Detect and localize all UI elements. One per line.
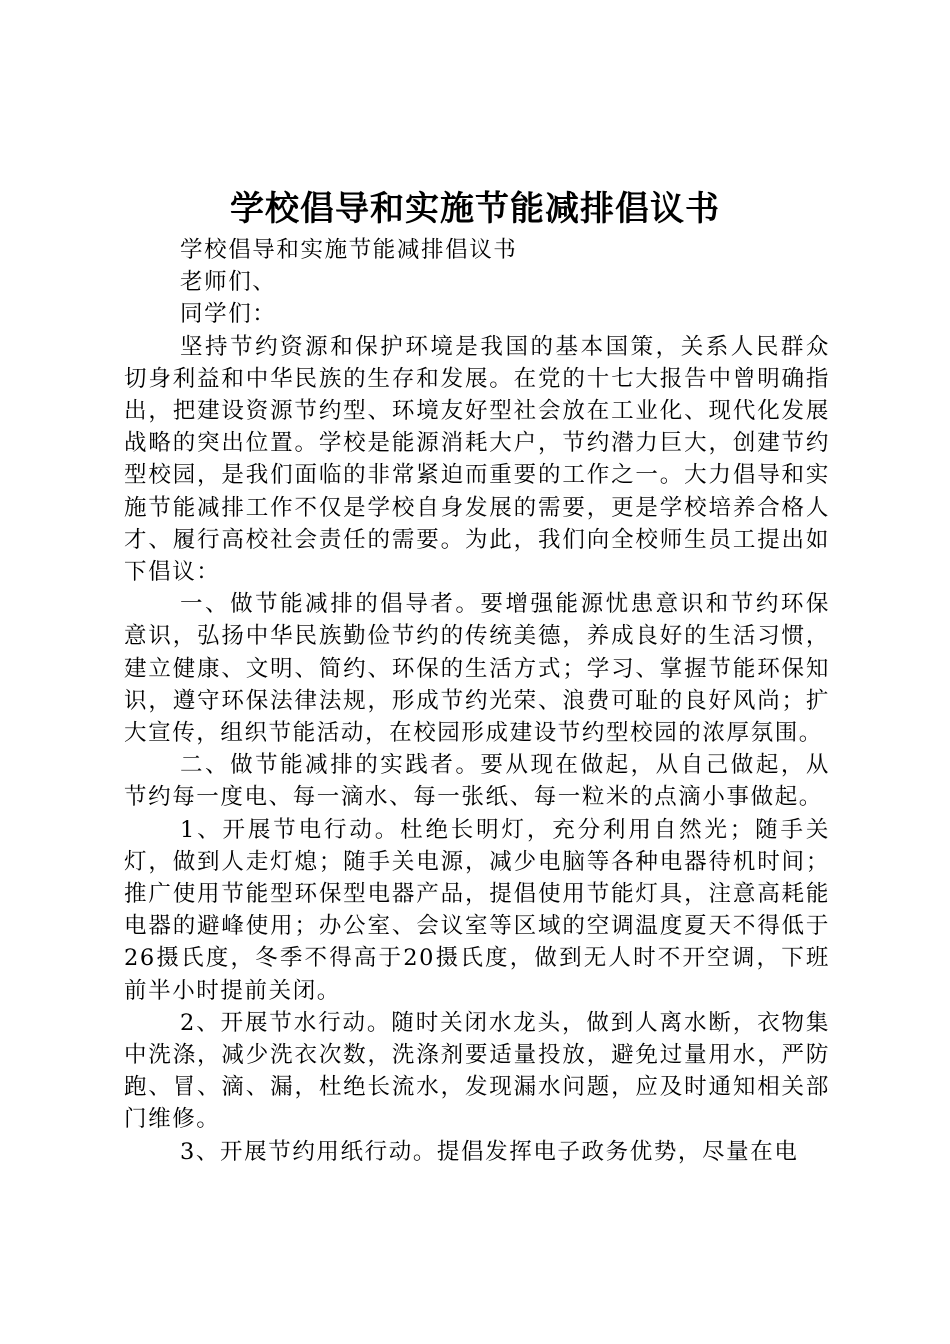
paragraph-water-saving: 2、开展节水行动。随时关闭水龙头，做到人离水断，衣物集中洗涤，减少洗衣次数，洗涤剂要适量投放，避免过量用水，严防跑、冒、滴、漏，杜绝长流水，发现漏水问题，应及时通知相关部门维修。: [124, 1009, 830, 1133]
paragraph-paper-saving: 3、开展节约用纸行动。提倡发挥电子政务优势，尽量在电: [180, 1138, 799, 1165]
paragraph-subtitle: 学校倡导和实施节能减排倡议书: [180, 237, 518, 263]
document-body: [124, 234, 830, 1168]
paragraph-electricity-saving: 1、开展节电行动。杜绝长明灯，充分利用自然光；随手关灯，做到人走灯熄；随手关电源，减少电脑等各种电器待机时间；推广使用节能型环保型电器产品，提倡使用节能灯具，注意高耗能电器的避峰使用；办公室、会议室等区域的空调温度夏天不得低于26摄氏度，冬季不得高于20摄氏度，做到无人时不开空调，下班前半小时提前关闭。: [124, 816, 830, 1004]
document-title: 学校倡导和实施节能减排倡议书: [230, 189, 720, 229]
paragraph-introduction: 坚持节约资源和保护环境是我国的基本国策，关系人民群众切身利益和中华民族的生存和发展。在党的十七大报告中曾明确指出，把建设资源节约型、环境友好型社会放在工业化、现代化发展战略的突出位置。学校是能源消耗大户，节约潜力巨大，创建节约型校园，是我们面临的非常紧迫而重要的工作之一。大力倡导和实施节能减排工作不仅是学校自身发展的需要，更是学校培养合格人才、履行高校社会责任的需要。为此，我们向全校师生员工提出如下倡议：: [124, 333, 830, 586]
paragraph-salutation-teachers: 老师们、: [180, 269, 277, 296]
paragraph-salutation-students: 同学们：: [180, 301, 277, 328]
paragraph-proposal-2: 二、做节能减排的实践者。要从现在做起，从自己做起，从节约每一度电、每一滴水、每一张纸、每一粒米的点滴小事做起。: [124, 752, 830, 811]
paragraph-proposal-1: 一、做节能减排的倡导者。要增强能源忧患意识和节约环保意识，弘扬中华民族勤俭节约的传统美德，养成良好的生活习惯，建立健康、文明、简约、环保的生活方式；学习、掌握节能环保知识，遵守环保法律法规，形成节约光荣、浪费可耻的良好风尚；扩大宣传，组织节能活动，在校园形成建设节约型校园的浓厚氛围。: [124, 591, 830, 747]
